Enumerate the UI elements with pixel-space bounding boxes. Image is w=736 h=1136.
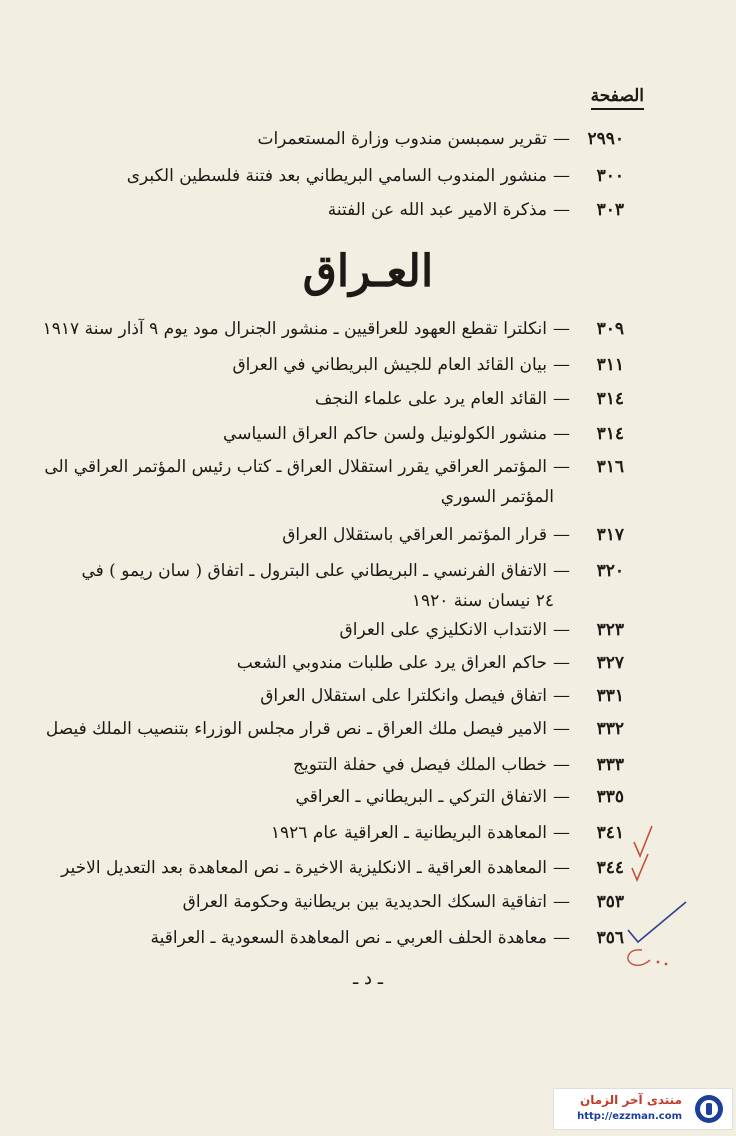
entry-page-number: ٣١٤ <box>596 424 624 444</box>
contents-entry <box>296 786 624 808</box>
check-mark-icon <box>628 850 652 886</box>
entry-title: منشور الكولونيل ولسن حاكم العراق السياسي <box>223 424 547 444</box>
entry-title: الاتفاق التركي ـ البريطاني ـ العراقي <box>295 787 547 807</box>
watermark-name: منتدى آخر الزمان <box>580 1093 682 1107</box>
entry-title: منشور المندوب السامي البريطاني بعد فتنة فلسطين الكبرى <box>126 166 547 186</box>
entry-page-number: ٣٣٥ <box>596 787 624 807</box>
contents-entry <box>151 927 624 949</box>
contents-entry <box>260 685 624 707</box>
contents-entry <box>340 619 624 641</box>
contents-entry <box>46 718 624 740</box>
entry-title: المؤتمر العراقي يقرر استقلال العراق ـ كتاب رئيس المؤتمر العراقي الى <box>44 457 547 477</box>
entry-dash: — <box>553 129 570 149</box>
entry-title: المعاهدة العراقية ـ الانكليزية الاخيرة ـ نص المعاهدة بعد التعديل الاخير <box>61 858 547 878</box>
page-column-header: الصفحة <box>591 86 644 110</box>
contents-entry <box>44 456 624 508</box>
entry-title: انكلترا تقطع العهود للعراقيين ـ منشور الجنرال مود يوم ٩ آذار سنة ١٩١٧ <box>42 319 547 339</box>
entry-dash: — <box>553 389 570 409</box>
entry-page-number: ٣٠٩ <box>596 319 624 339</box>
entry-title-continued: ٢٤ نيسان سنة ١٩٢٠ <box>411 591 554 611</box>
contents-entry <box>81 560 624 612</box>
entry-title: مذكرة الامير عبد الله عن الفتنة <box>327 200 547 220</box>
entry-title: الانتداب الانكليزي على العراق <box>339 620 547 640</box>
entry-dash: — <box>553 457 570 477</box>
contents-entry <box>61 857 624 879</box>
entry-page-number: ٣٢٣ <box>596 620 624 640</box>
entry-dash: — <box>553 892 570 912</box>
entry-page-number: ٣٢٧ <box>596 653 624 673</box>
entry-dash: — <box>553 561 570 581</box>
entry-page-number: ٣١٤ <box>596 389 624 409</box>
contents-entry <box>271 822 624 844</box>
page-number: ـ د ـ <box>352 968 383 989</box>
entry-dash: — <box>553 858 570 878</box>
entry-dash: — <box>553 787 570 807</box>
entry-title-continued: المؤتمر السوري <box>440 487 554 507</box>
contents-entry <box>293 754 624 776</box>
entry-page-number: ٣٠٣ <box>596 200 624 220</box>
forum-watermark <box>553 1088 733 1130</box>
pencil-scribble-icon <box>618 944 678 974</box>
entry-page-number: ٣١٦ <box>596 457 624 477</box>
entry-dash: — <box>553 653 570 673</box>
entry-page-number: ٣٠٠ <box>596 166 624 186</box>
contents-entry <box>237 652 624 674</box>
entry-page-number: ٣٣٣ <box>596 755 624 775</box>
entry-page-number: ٣٣٢ <box>596 719 624 739</box>
entry-page-number: ٣٥٣ <box>596 892 624 912</box>
entry-title: الاتفاق الفرنسي ـ البريطاني على البترول ـ اتفاق ( سان ريمو ) في <box>81 561 547 581</box>
entry-dash: — <box>553 424 570 444</box>
entry-title: معاهدة الحلف العربي ـ نص المعاهدة السعودية ـ العراقية <box>150 928 547 948</box>
entry-page-number: ٣٣١ <box>596 686 624 706</box>
entry-page-number: ٣١٧ <box>596 525 624 545</box>
entry-page-number: ٢٩٩٠ <box>587 129 624 149</box>
contents-entry <box>257 128 624 150</box>
entry-page-number: ٣٥٦ <box>596 928 624 948</box>
entry-dash: — <box>553 719 570 739</box>
entry-dash: — <box>553 200 570 220</box>
entry-title: قرار المؤتمر العراقي باستقلال العراق <box>282 525 547 545</box>
entry-title: خطاب الملك فيصل في حفلة التتويج <box>292 755 547 775</box>
entry-dash: — <box>553 686 570 706</box>
entry-title: تقرير سمبسن مندوب وزارة المستعمرات <box>257 129 547 149</box>
contents-entry <box>127 165 624 187</box>
watermark-url: http://ezzman.com <box>577 1111 682 1122</box>
entry-title: بيان القائد العام للجيش البريطاني في العراق <box>232 355 547 375</box>
entry-dash: — <box>553 525 570 545</box>
entry-title: القائد العام يرد على علماء النجف <box>314 389 547 409</box>
section-title: العـراق <box>302 246 434 297</box>
entry-dash: — <box>553 620 570 640</box>
entry-page-number: ٣٤١ <box>596 823 624 843</box>
entry-title: اتفاق فيصل وانكلترا على استقلال العراق <box>260 686 547 706</box>
entry-page-number: ٣٤٤ <box>596 858 624 878</box>
entry-title: اتفاقية السكك الحديدية بين بريطانية وحكومة العراق <box>182 892 547 912</box>
contents-entry <box>282 524 624 546</box>
entry-dash: — <box>553 355 570 375</box>
contents-entry <box>43 318 624 340</box>
entry-title: حاكم العراق يرد على طلبات مندوبي الشعب <box>236 653 547 673</box>
contents-entry <box>315 388 624 410</box>
entry-title: المعاهدة البريطانية ـ العراقية عام ١٩٢٦ <box>270 823 547 843</box>
contents-entry <box>328 199 624 221</box>
entry-dash: — <box>553 166 570 186</box>
entry-dash: — <box>553 823 570 843</box>
entry-dash: — <box>553 755 570 775</box>
entry-dash: — <box>553 928 570 948</box>
entry-page-number: ٣٢٠ <box>596 561 624 581</box>
contents-entry <box>223 423 624 445</box>
contents-entry <box>232 354 624 376</box>
contents-entry <box>183 891 624 913</box>
entry-title: الامير فيصل ملك العراق ـ نص قرار مجلس الوزراء بتنصيب الملك فيصل <box>45 719 547 739</box>
entry-dash: — <box>553 319 570 339</box>
shield-logo-icon <box>692 1093 726 1125</box>
entry-page-number: ٣١١ <box>596 355 624 375</box>
